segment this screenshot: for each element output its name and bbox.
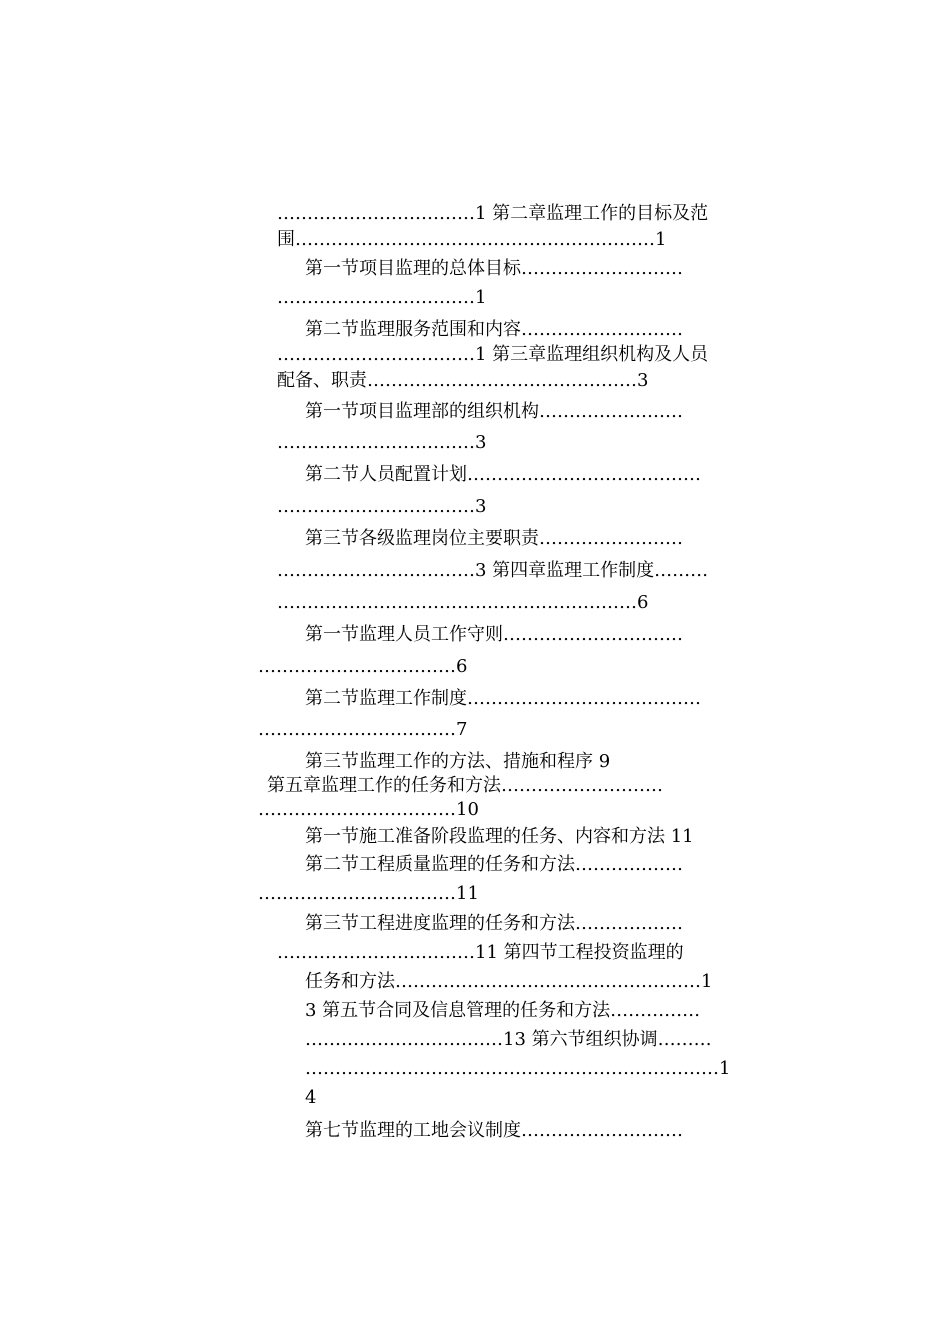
- toc-line: ……………………………6: [258, 656, 468, 677]
- toc-line: 第二节人员配置计划…………………………………: [305, 464, 701, 485]
- toc-line: 任务和方法……………………………………………1: [305, 971, 713, 992]
- toc-line: ……………………………1 第三章监理组织机构及人员: [277, 344, 709, 365]
- toc-line: ……………………………3: [277, 496, 487, 517]
- toc-line: 配备、职责………………………………………3: [277, 370, 649, 391]
- toc-line: 第五章监理工作的任务和方法………………………: [267, 775, 663, 796]
- toc-line: 第一节项目监理部的组织机构……………………: [305, 401, 683, 422]
- toc-line: ……………………………1: [277, 287, 487, 308]
- toc-line: 第三节监理工作的方法、措施和程序 9: [305, 751, 611, 772]
- toc-line: ……………………………3 第四章监理工作制度………: [277, 560, 709, 581]
- toc-line: ……………………………………………………6: [277, 592, 649, 613]
- toc-line: 第一节项目监理的总体目标………………………: [305, 258, 683, 279]
- toc-line: 第三节工程进度监理的任务和方法………………: [305, 913, 683, 934]
- toc-line: ……………………………1 第二章监理工作的目标及范: [277, 203, 709, 224]
- toc-line: 第二节工程质量监理的任务和方法………………: [305, 854, 683, 875]
- toc-line: 第一节施工准备阶段监理的任务、内容和方法 11: [305, 826, 694, 847]
- toc-line: ……………………………10: [258, 799, 479, 820]
- toc-line: ……………………………7: [258, 719, 468, 740]
- toc-line: 第三节各级监理岗位主要职责……………………: [305, 528, 683, 549]
- toc-line: 4: [305, 1087, 317, 1108]
- toc-line: ……………………………3: [277, 432, 487, 453]
- toc-line: ……………………………11: [258, 883, 479, 904]
- toc-line: 第二节监理工作制度…………………………………: [305, 688, 701, 709]
- toc-line: 围……………………………………………………1: [277, 229, 667, 250]
- toc-line: 3 第五节合同及信息管理的任务和方法……………: [305, 1000, 701, 1021]
- toc-line: ……………………………………………………………1: [305, 1058, 731, 1079]
- toc-line: ……………………………11 第四节工程投资监理的: [277, 942, 684, 963]
- toc-line: 第七节监理的工地会议制度………………………: [305, 1120, 683, 1141]
- toc-line: 第二节监理服务范围和内容………………………: [305, 319, 683, 340]
- toc-line: 第一节监理人员工作守则…………………………: [305, 624, 683, 645]
- toc-line: ……………………………13 第六节组织协调………: [305, 1029, 712, 1050]
